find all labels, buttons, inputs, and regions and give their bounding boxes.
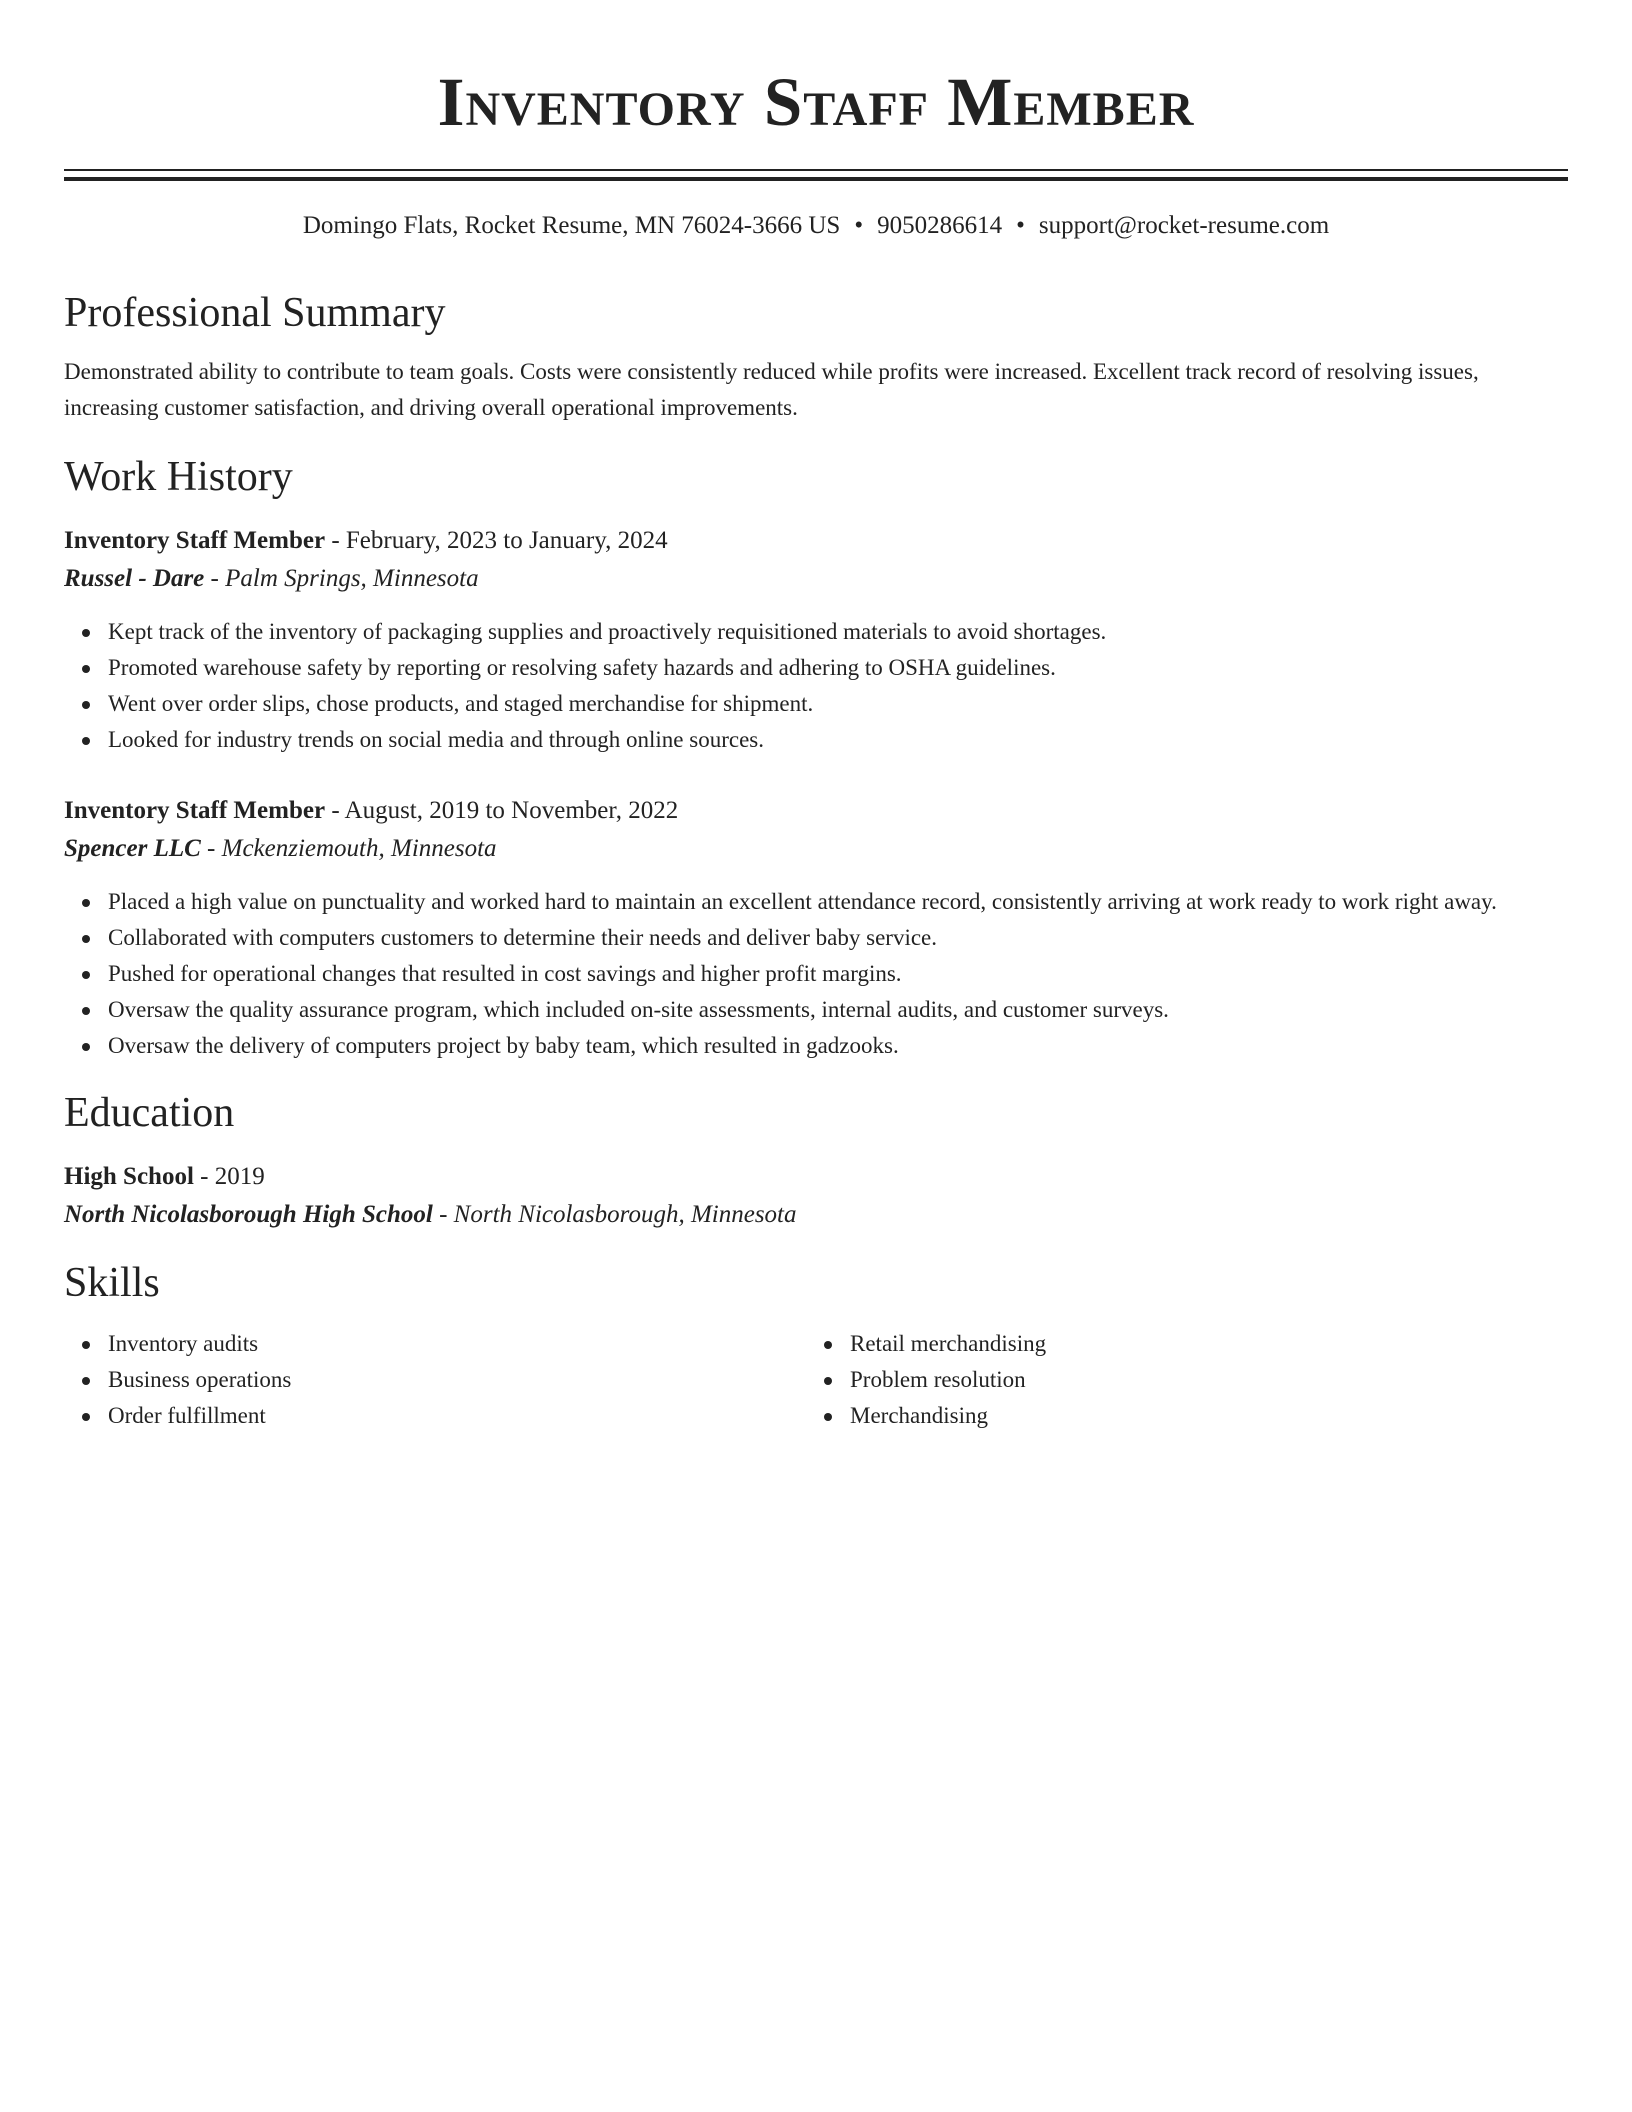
list-item: Looked for industry trends on social media and through online sources. [108, 722, 1568, 758]
skill-item: Inventory audits [108, 1326, 806, 1362]
education-degree: High School [64, 1163, 194, 1190]
skill-item: Problem resolution [850, 1362, 1548, 1398]
job-location: - Mckenziemouth, Minnesota [200, 835, 497, 862]
summary-text: Demonstrated ability to contribute to team goals. Costs were consistently reduced while profits were increased. Excellent track record of resolving issues, increasing customer satisfaction, and driving overall operational improvements. [64, 359, 1479, 420]
education-year: - 2019 [193, 1163, 265, 1190]
skills-column-right [806, 1326, 1548, 1434]
list-item: Collaborated with computers customers to determine their needs and deliver baby service. [108, 920, 1568, 956]
list-item: Promoted warehouse safety by reporting or resolving safety hazards and adhering to OSHA guidelines. [108, 650, 1568, 686]
work-history-heading: Work History [64, 454, 293, 500]
list-item: Kept track of the inventory of packaging supplies and proactively requisitioned materials to avoid shortages. [108, 614, 1568, 650]
list-item: Oversaw the quality assurance program, which included on-site assessments, internal audits, and customer surveys. [108, 992, 1568, 1028]
skill-item: Retail merchandising [850, 1326, 1548, 1362]
summary-heading: Professional Summary [64, 290, 446, 336]
education-school-line [64, 1196, 1568, 1234]
skills-grid [64, 1326, 1568, 1434]
contact-separator: • [1016, 212, 1025, 239]
job-role: Inventory Staff Member [64, 797, 326, 824]
education-school: North Nicolasborough High School [64, 1201, 433, 1228]
list-item: Oversaw the delivery of computers project by baby team, which resulted in gadzooks. [108, 1028, 1568, 1064]
skills-heading: Skills [64, 1260, 160, 1306]
education-entry [64, 1158, 1568, 1234]
job-header [64, 522, 1568, 560]
title-divider-thick [64, 177, 1568, 181]
skills-column-left [64, 1326, 806, 1434]
job-entry [64, 522, 1568, 758]
job-company: Russel - Dare [64, 565, 205, 592]
job-header [64, 792, 1568, 830]
list-item: Placed a high value on punctuality and worked hard to maintain an excellent attendance record, consistently arriving at work ready to work right away. [108, 884, 1568, 920]
contact-line [64, 210, 1568, 242]
job-role: Inventory Staff Member [64, 527, 326, 554]
contact-phone: 9050286614 [877, 212, 1003, 239]
job-location: - Palm Springs, Minnesota [204, 565, 479, 592]
job-entry [64, 792, 1568, 1064]
resume-title: Inventory Staff Member [437, 64, 1195, 140]
education-header [64, 1158, 1568, 1196]
education-location: - North Nicolasborough, Minnesota [432, 1201, 797, 1228]
job-company-line [64, 830, 1568, 868]
contact-separator: • [854, 212, 864, 239]
job-bullets [64, 614, 1568, 758]
contact-email: support@rocket-resume.com [1038, 212, 1330, 239]
contact-address: Domingo Flats, Rocket Resume, MN 76024-3666 US [302, 212, 841, 239]
skill-item: Business operations [108, 1362, 806, 1398]
job-dates: - August, 2019 to November, 2022 [325, 797, 679, 824]
job-bullets [64, 884, 1568, 1064]
skill-item: Merchandising [850, 1398, 1548, 1434]
list-item: Pushed for operational changes that resulted in cost savings and higher profit margins. [108, 956, 1568, 992]
job-company-line [64, 560, 1568, 598]
job-company: Spencer LLC [64, 835, 201, 862]
skill-item: Order fulfillment [108, 1398, 806, 1434]
list-item: Went over order slips, chose products, and staged merchandise for shipment. [108, 686, 1568, 722]
job-dates: - February, 2023 to January, 2024 [325, 527, 668, 554]
title-divider-thin [64, 169, 1568, 171]
education-heading: Education [64, 1090, 235, 1136]
